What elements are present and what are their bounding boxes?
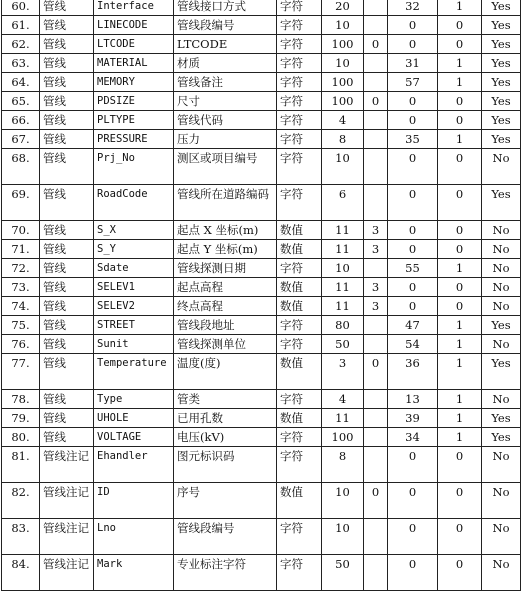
position-value-cell: 0 <box>388 483 438 519</box>
decimal-places-cell: 0 <box>364 92 388 111</box>
required-value-cell: No <box>482 335 521 354</box>
layer-name-cell: 管线 <box>40 259 94 278</box>
flag-value-cell: 0 <box>438 278 482 297</box>
flag-value-cell: 0 <box>438 240 482 259</box>
data-type-cell: 字符 <box>277 390 322 409</box>
row-number-cell: 67. <box>2 130 40 149</box>
data-type-cell: 字符 <box>277 555 322 591</box>
field-description-cell: 管线备注 <box>174 73 277 92</box>
field-description-cell: 起点 Y 坐标(m) <box>174 240 277 259</box>
decimal-places-cell: 3 <box>364 240 388 259</box>
field-description-cell: 材质 <box>174 54 277 73</box>
data-type-cell: 字符 <box>277 73 322 92</box>
field-name-cell: Lno <box>94 519 174 555</box>
position-value-cell: 0 <box>388 297 438 316</box>
field-length-cell: 10 <box>322 483 364 519</box>
table-row <box>2 278 521 297</box>
table-row <box>2 16 521 35</box>
field-name-cell: Ehandler <box>94 447 174 483</box>
position-value-cell: 0 <box>388 111 438 130</box>
layer-name-cell: 管线 <box>40 73 94 92</box>
flag-value-cell: 0 <box>438 111 482 130</box>
table-row <box>2 185 521 221</box>
position-value-cell: 0 <box>388 185 438 221</box>
field-length-cell: 11 <box>322 297 364 316</box>
data-type-cell: 字符 <box>277 519 322 555</box>
table-row <box>2 35 521 54</box>
layer-name-cell: 管线 <box>40 316 94 335</box>
table-row <box>2 390 521 409</box>
field-length-cell: 10 <box>322 54 364 73</box>
position-value-cell: 47 <box>388 316 438 335</box>
position-value-cell: 55 <box>388 259 438 278</box>
field-name-cell: S_X <box>94 221 174 240</box>
required-value-cell: No <box>482 519 521 555</box>
field-length-cell: 11 <box>322 240 364 259</box>
layer-name-cell: 管线 <box>40 278 94 297</box>
layer-name-cell: 管线 <box>40 185 94 221</box>
required-value-cell: Yes <box>482 92 521 111</box>
row-number-cell: 64. <box>2 73 40 92</box>
field-description-cell: 测区或项目编号 <box>174 149 277 185</box>
layer-name-cell: 管线 <box>40 35 94 54</box>
flag-value-cell: 0 <box>438 92 482 111</box>
decimal-places-cell: 3 <box>364 297 388 316</box>
field-name-cell: RoadCode <box>94 185 174 221</box>
table-row <box>2 73 521 92</box>
required-value-cell: No <box>482 240 521 259</box>
flag-value-cell: 1 <box>438 0 482 16</box>
data-type-cell: 数值 <box>277 409 322 428</box>
table-body <box>2 0 521 591</box>
field-length-cell: 4 <box>322 111 364 130</box>
required-value-cell: Yes <box>482 185 521 221</box>
data-type-cell: 字符 <box>277 149 322 185</box>
table-row <box>2 316 521 335</box>
layer-name-cell: 管线 <box>40 428 94 447</box>
layer-name-cell: 管线 <box>40 130 94 149</box>
row-number-cell: 70. <box>2 221 40 240</box>
field-description-cell: 管线探测单位 <box>174 335 277 354</box>
position-value-cell: 0 <box>388 519 438 555</box>
layer-name-cell: 管线注记 <box>40 519 94 555</box>
table-row <box>2 54 521 73</box>
field-name-cell: PRESSURE <box>94 130 174 149</box>
table-row <box>2 149 521 185</box>
field-description-cell: 压力 <box>174 130 277 149</box>
position-value-cell: 36 <box>388 354 438 390</box>
table-row <box>2 259 521 278</box>
decimal-places-cell: 0 <box>364 483 388 519</box>
decimal-places-cell <box>364 390 388 409</box>
required-value-cell: No <box>482 483 521 519</box>
position-value-cell: 0 <box>388 149 438 185</box>
required-value-cell: No <box>482 390 521 409</box>
field-name-cell: SELEV2 <box>94 297 174 316</box>
position-value-cell: 57 <box>388 73 438 92</box>
data-type-cell: 数值 <box>277 483 322 519</box>
required-value-cell: No <box>482 259 521 278</box>
data-type-cell: 字符 <box>277 335 322 354</box>
data-type-cell: 字符 <box>277 447 322 483</box>
flag-value-cell: 0 <box>438 555 482 591</box>
row-number-cell: 81. <box>2 447 40 483</box>
data-type-cell: 数值 <box>277 297 322 316</box>
flag-value-cell: 0 <box>438 519 482 555</box>
required-value-cell: Yes <box>482 111 521 130</box>
table-row <box>2 555 521 591</box>
field-description-cell: 图元标识码 <box>174 447 277 483</box>
required-value-cell: Yes <box>482 316 521 335</box>
row-number-cell: 63. <box>2 54 40 73</box>
row-number-cell: 77. <box>2 354 40 390</box>
row-number-cell: 80. <box>2 428 40 447</box>
layer-name-cell: 管线 <box>40 54 94 73</box>
decimal-places-cell <box>364 130 388 149</box>
position-value-cell: 0 <box>388 447 438 483</box>
layer-name-cell: 管线 <box>40 390 94 409</box>
decimal-places-cell <box>364 185 388 221</box>
field-name-cell: MEMORY <box>94 73 174 92</box>
position-value-cell: 13 <box>388 390 438 409</box>
layer-name-cell: 管线注记 <box>40 447 94 483</box>
layer-name-cell: 管线 <box>40 354 94 390</box>
field-length-cell: 100 <box>322 35 364 54</box>
layer-name-cell: 管线 <box>40 16 94 35</box>
field-description-cell: LTCODE <box>174 35 277 54</box>
table-row <box>2 221 521 240</box>
row-number-cell: 66. <box>2 111 40 130</box>
flag-value-cell: 1 <box>438 54 482 73</box>
required-value-cell: No <box>482 149 521 185</box>
data-type-cell: 字符 <box>277 428 322 447</box>
field-name-cell: Prj_No <box>94 149 174 185</box>
field-length-cell: 11 <box>322 409 364 428</box>
field-length-cell: 10 <box>322 259 364 278</box>
field-definition-table <box>1 0 521 591</box>
field-length-cell: 50 <box>322 335 364 354</box>
layer-name-cell: 管线 <box>40 240 94 259</box>
decimal-places-cell <box>364 335 388 354</box>
position-value-cell: 0 <box>388 555 438 591</box>
layer-name-cell: 管线 <box>40 335 94 354</box>
required-value-cell: Yes <box>482 54 521 73</box>
field-description-cell: 管类 <box>174 390 277 409</box>
field-description-cell: 尺寸 <box>174 92 277 111</box>
field-length-cell: 100 <box>322 92 364 111</box>
flag-value-cell: 1 <box>438 335 482 354</box>
position-value-cell: 54 <box>388 335 438 354</box>
decimal-places-cell <box>364 447 388 483</box>
table-row <box>2 519 521 555</box>
layer-name-cell: 管线 <box>40 0 94 16</box>
data-type-cell: 字符 <box>277 185 322 221</box>
decimal-places-cell <box>364 316 388 335</box>
field-description-cell: 序号 <box>174 483 277 519</box>
position-value-cell: 35 <box>388 130 438 149</box>
field-length-cell: 20 <box>322 0 364 16</box>
field-name-cell: LINECODE <box>94 16 174 35</box>
decimal-places-cell <box>364 149 388 185</box>
required-value-cell: Yes <box>482 130 521 149</box>
field-name-cell: PLTYPE <box>94 111 174 130</box>
layer-name-cell: 管线 <box>40 111 94 130</box>
field-name-cell: UHOLE <box>94 409 174 428</box>
data-type-cell: 字符 <box>277 92 322 111</box>
decimal-places-cell <box>364 259 388 278</box>
position-value-cell: 0 <box>388 16 438 35</box>
field-length-cell: 100 <box>322 73 364 92</box>
row-number-cell: 84. <box>2 555 40 591</box>
field-description-cell: 管线探测日期 <box>174 259 277 278</box>
position-value-cell: 0 <box>388 92 438 111</box>
required-value-cell: No <box>482 447 521 483</box>
row-number-cell: 62. <box>2 35 40 54</box>
field-description-cell: 管线段编号 <box>174 519 277 555</box>
field-name-cell: STREET <box>94 316 174 335</box>
position-value-cell: 0 <box>388 35 438 54</box>
field-name-cell: PDSIZE <box>94 92 174 111</box>
field-name-cell: Mark <box>94 555 174 591</box>
data-type-cell: 数值 <box>277 240 322 259</box>
decimal-places-cell: 3 <box>364 278 388 297</box>
field-length-cell: 10 <box>322 519 364 555</box>
row-number-cell: 72. <box>2 259 40 278</box>
field-description-cell: 起点 X 坐标(m) <box>174 221 277 240</box>
table-row <box>2 354 521 390</box>
field-name-cell: Sunit <box>94 335 174 354</box>
field-length-cell: 8 <box>322 447 364 483</box>
field-length-cell: 100 <box>322 428 364 447</box>
table-row <box>2 130 521 149</box>
layer-name-cell: 管线注记 <box>40 555 94 591</box>
field-description-cell: 管线接口方式 <box>174 0 277 16</box>
flag-value-cell: 1 <box>438 409 482 428</box>
position-value-cell: 32 <box>388 0 438 16</box>
layer-name-cell: 管线 <box>40 92 94 111</box>
layer-name-cell: 管线 <box>40 297 94 316</box>
field-description-cell: 电压(kV) <box>174 428 277 447</box>
row-number-cell: 60. <box>2 0 40 16</box>
decimal-places-cell <box>364 555 388 591</box>
flag-value-cell: 0 <box>438 447 482 483</box>
field-description-cell: 起点高程 <box>174 278 277 297</box>
field-length-cell: 11 <box>322 221 364 240</box>
table-row <box>2 483 521 519</box>
field-name-cell: SELEV1 <box>94 278 174 297</box>
data-type-cell: 字符 <box>277 111 322 130</box>
required-value-cell: Yes <box>482 16 521 35</box>
flag-value-cell: 0 <box>438 185 482 221</box>
field-length-cell: 6 <box>322 185 364 221</box>
position-value-cell: 0 <box>388 240 438 259</box>
field-name-cell: LTCODE <box>94 35 174 54</box>
decimal-places-cell <box>364 0 388 16</box>
decimal-places-cell <box>364 16 388 35</box>
flag-value-cell: 1 <box>438 428 482 447</box>
row-number-cell: 71. <box>2 240 40 259</box>
decimal-places-cell <box>364 111 388 130</box>
decimal-places-cell <box>364 519 388 555</box>
data-type-cell: 字符 <box>277 35 322 54</box>
required-value-cell: No <box>482 221 521 240</box>
table-row <box>2 240 521 259</box>
row-number-cell: 82. <box>2 483 40 519</box>
field-description-cell: 温度(度) <box>174 354 277 390</box>
data-type-cell: 字符 <box>277 130 322 149</box>
row-number-cell: 65. <box>2 92 40 111</box>
field-description-cell: 专业标注字符 <box>174 555 277 591</box>
flag-value-cell: 0 <box>438 483 482 519</box>
row-number-cell: 74. <box>2 297 40 316</box>
field-name-cell: Temperature <box>94 354 174 390</box>
position-value-cell: 31 <box>388 54 438 73</box>
row-number-cell: 68. <box>2 149 40 185</box>
required-value-cell: No <box>482 278 521 297</box>
row-number-cell: 79. <box>2 409 40 428</box>
row-number-cell: 73. <box>2 278 40 297</box>
field-name-cell: Type <box>94 390 174 409</box>
field-name-cell: S_Y <box>94 240 174 259</box>
decimal-places-cell <box>364 73 388 92</box>
row-number-cell: 78. <box>2 390 40 409</box>
data-type-cell: 数值 <box>277 221 322 240</box>
data-type-cell: 数值 <box>277 354 322 390</box>
required-value-cell: No <box>482 555 521 591</box>
field-length-cell: 11 <box>322 278 364 297</box>
flag-value-cell: 1 <box>438 390 482 409</box>
required-value-cell: No <box>482 297 521 316</box>
decimal-places-cell: 0 <box>364 354 388 390</box>
decimal-places-cell <box>364 428 388 447</box>
data-type-cell: 字符 <box>277 54 322 73</box>
table-row <box>2 447 521 483</box>
field-length-cell: 8 <box>322 130 364 149</box>
table-row <box>2 111 521 130</box>
row-number-cell: 61. <box>2 16 40 35</box>
decimal-places-cell <box>364 54 388 73</box>
field-description-cell: 管线段编号 <box>174 16 277 35</box>
required-value-cell: Yes <box>482 428 521 447</box>
position-value-cell: 39 <box>388 409 438 428</box>
layer-name-cell: 管线 <box>40 221 94 240</box>
flag-value-cell: 0 <box>438 16 482 35</box>
data-type-cell: 字符 <box>277 0 322 16</box>
flag-value-cell: 0 <box>438 297 482 316</box>
table-row <box>2 92 521 111</box>
data-type-cell: 数值 <box>277 278 322 297</box>
data-type-cell: 字符 <box>277 259 322 278</box>
field-description-cell: 管线代码 <box>174 111 277 130</box>
field-length-cell: 10 <box>322 16 364 35</box>
layer-name-cell: 管线 <box>40 409 94 428</box>
field-length-cell: 80 <box>322 316 364 335</box>
data-type-cell: 字符 <box>277 16 322 35</box>
required-value-cell: Yes <box>482 409 521 428</box>
position-value-cell: 0 <box>388 278 438 297</box>
row-number-cell: 75. <box>2 316 40 335</box>
position-value-cell: 34 <box>388 428 438 447</box>
row-number-cell: 83. <box>2 519 40 555</box>
flag-value-cell: 0 <box>438 35 482 54</box>
required-value-cell: Yes <box>482 354 521 390</box>
table-row <box>2 428 521 447</box>
table-row <box>2 0 521 16</box>
required-value-cell: Yes <box>482 0 521 16</box>
table-row <box>2 409 521 428</box>
field-name-cell: VOLTAGE <box>94 428 174 447</box>
field-length-cell: 3 <box>322 354 364 390</box>
data-type-cell: 字符 <box>277 316 322 335</box>
field-length-cell: 4 <box>322 390 364 409</box>
layer-name-cell: 管线注记 <box>40 483 94 519</box>
field-description-cell: 终点高程 <box>174 297 277 316</box>
decimal-places-cell <box>364 409 388 428</box>
table-row <box>2 335 521 354</box>
field-name-cell: Interface <box>94 0 174 16</box>
table-row <box>2 297 521 316</box>
flag-value-cell: 1 <box>438 73 482 92</box>
flag-value-cell: 1 <box>438 130 482 149</box>
field-description-cell: 管线段地址 <box>174 316 277 335</box>
decimal-places-cell: 0 <box>364 35 388 54</box>
field-length-cell: 10 <box>322 149 364 185</box>
flag-value-cell: 1 <box>438 259 482 278</box>
flag-value-cell: 0 <box>438 149 482 185</box>
field-description-cell: 已用孔数 <box>174 409 277 428</box>
field-name-cell: MATERIAL <box>94 54 174 73</box>
row-number-cell: 76. <box>2 335 40 354</box>
decimal-places-cell: 3 <box>364 221 388 240</box>
flag-value-cell: 0 <box>438 221 482 240</box>
layer-name-cell: 管线 <box>40 149 94 185</box>
required-value-cell: Yes <box>482 35 521 54</box>
field-description-cell: 管线所在道路编码 <box>174 185 277 221</box>
field-length-cell: 50 <box>322 555 364 591</box>
position-value-cell: 0 <box>388 221 438 240</box>
row-number-cell: 69. <box>2 185 40 221</box>
flag-value-cell: 1 <box>438 316 482 335</box>
field-name-cell: Sdate <box>94 259 174 278</box>
required-value-cell: Yes <box>482 73 521 92</box>
field-name-cell: ID <box>94 483 174 519</box>
flag-value-cell: 1 <box>438 354 482 390</box>
